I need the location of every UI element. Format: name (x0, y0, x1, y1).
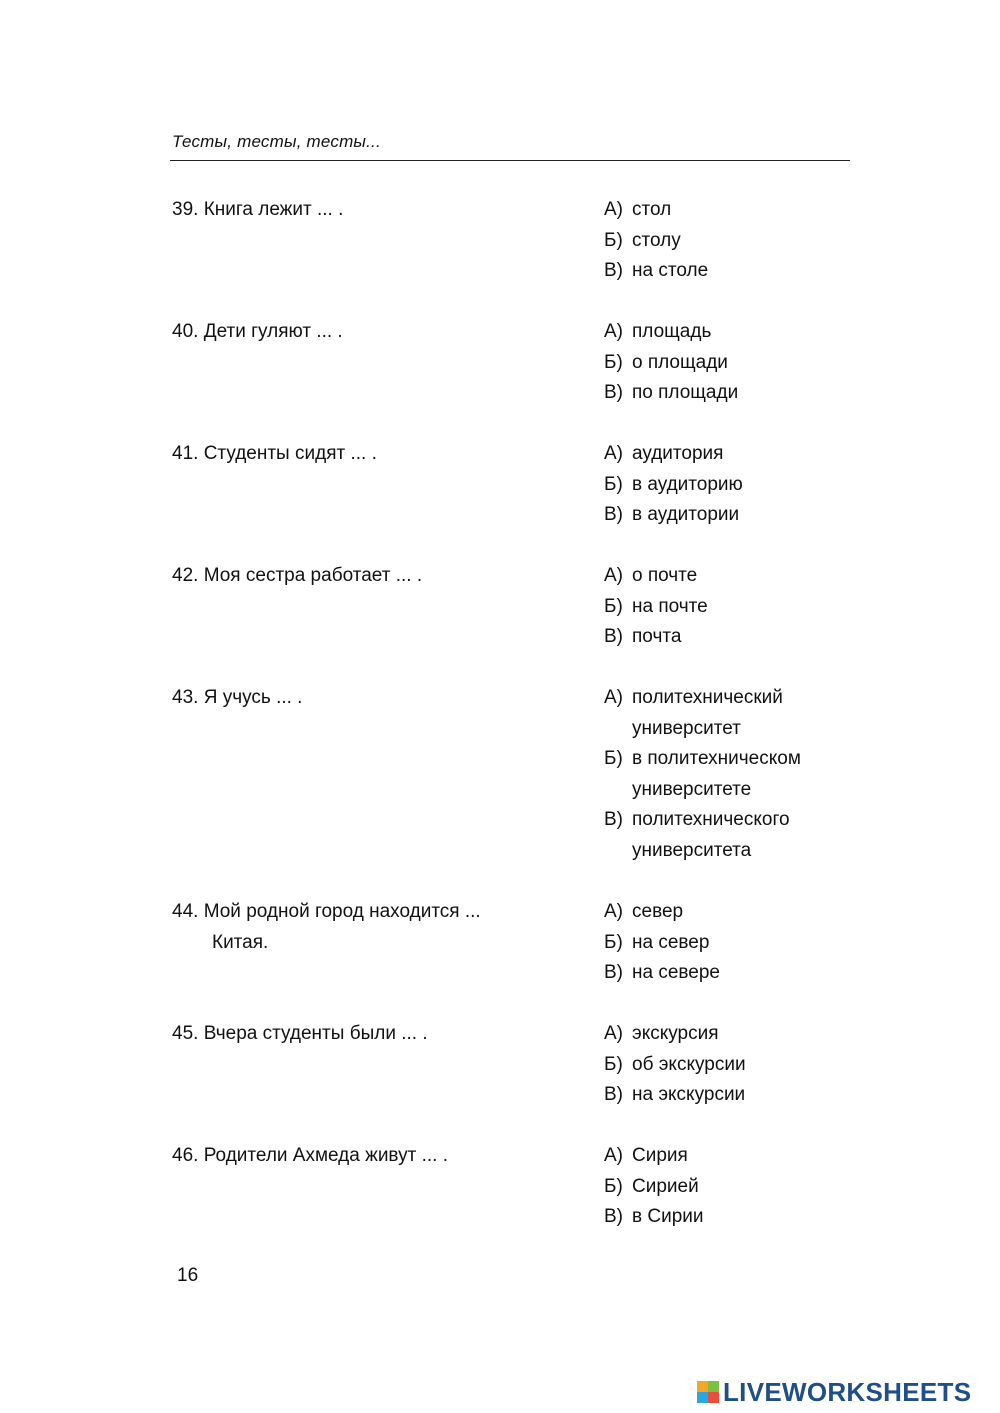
option-text: в аудиторию (632, 473, 743, 495)
answer-option[interactable] (604, 500, 904, 531)
header-divider (170, 160, 850, 161)
option-text: стол (632, 199, 672, 220)
option-letter: А) (604, 687, 623, 708)
answer-option[interactable] (604, 1019, 904, 1050)
option-text: север (632, 901, 684, 922)
question-prompt: Я учусь ... . (203, 687, 303, 708)
option-text: в политехническом (632, 748, 801, 769)
answer-options (604, 195, 904, 287)
option-letter: В) (604, 382, 623, 403)
answer-options (604, 683, 904, 866)
option-text: на экскурсии (632, 1084, 746, 1105)
answer-option[interactable] (604, 1141, 904, 1172)
answer-option[interactable] (604, 805, 904, 866)
option-text: политехнического (632, 809, 790, 830)
option-text: университет (632, 717, 741, 739)
question-prompt: Вчера студенты были ... . (203, 1023, 428, 1044)
question-text (172, 897, 572, 958)
question-prompt-continuation: Китая. (212, 931, 269, 953)
page-number: 16 (177, 1265, 199, 1286)
watermark-text: LIVEWORKSHEETS (723, 1376, 972, 1407)
option-letter: В) (604, 1084, 623, 1105)
option-text: на почте (632, 595, 708, 617)
option-text: экскурсия (632, 1023, 719, 1044)
question-prompt: Моя сестра работает ... . (203, 565, 423, 586)
option-letter: А) (604, 1023, 623, 1044)
liveworksheets-watermark (697, 1378, 971, 1406)
answer-options (604, 1019, 904, 1111)
question-text (172, 1141, 572, 1172)
question-number: 46. (172, 1145, 199, 1166)
option-letter: Б) (604, 595, 623, 617)
option-text: университета (632, 839, 752, 861)
answer-option[interactable] (604, 1050, 904, 1081)
option-text: площадь (632, 321, 712, 342)
answer-option[interactable] (604, 1172, 904, 1203)
option-text: о площади (632, 351, 728, 373)
option-letter: А) (604, 565, 623, 586)
answer-option[interactable] (604, 622, 904, 653)
option-letter: А) (604, 321, 623, 342)
answer-option[interactable] (604, 1202, 904, 1233)
question-prompt: Книга лежит ... . (203, 199, 344, 220)
answer-option[interactable] (604, 561, 904, 592)
question-prompt: Мой родной город находится ... (203, 901, 481, 922)
question-text (172, 317, 572, 348)
option-letter: А) (604, 199, 623, 220)
question-number: 40. (172, 321, 199, 342)
answer-options (604, 897, 904, 989)
answer-option[interactable] (604, 1080, 904, 1111)
question-prompt: Студенты сидят ... . (203, 443, 377, 464)
option-letter: Б) (604, 1175, 623, 1197)
option-text: аудитория (632, 443, 724, 464)
option-text: политехнический (632, 687, 783, 708)
question-text (172, 561, 572, 592)
question-number: 41. (172, 443, 199, 464)
answer-option[interactable] (604, 744, 904, 805)
question-text (172, 439, 572, 470)
option-letter: Б) (604, 1053, 623, 1075)
option-text: на севере (632, 962, 720, 983)
option-text: об экскурсии (632, 1053, 746, 1075)
option-letter: А) (604, 1145, 623, 1166)
option-letter: В) (604, 260, 623, 281)
option-letter: Б) (604, 931, 623, 953)
answer-option[interactable] (604, 592, 904, 623)
question-prompt: Родители Ахмеда живут ... . (203, 1145, 448, 1166)
option-letter: А) (604, 901, 623, 922)
question-prompt: Дети гуляют ... . (203, 321, 343, 342)
question-number: 43. (172, 687, 199, 708)
option-text: о почте (632, 565, 698, 586)
question-number: 44. (172, 901, 199, 922)
option-letter: Б) (604, 473, 623, 495)
question-number: 42. (172, 565, 199, 586)
answer-option[interactable] (604, 439, 904, 470)
question-text (172, 195, 572, 226)
option-text: на север (632, 931, 710, 953)
answer-option[interactable] (604, 928, 904, 959)
question-number: 39. (172, 199, 199, 220)
page-header-title: Тесты, тесты, тесты... (172, 132, 381, 151)
question-text (172, 683, 572, 714)
option-text: университете (632, 778, 752, 800)
answer-option[interactable] (604, 348, 904, 379)
option-letter: Б) (604, 351, 623, 373)
option-letter: Б) (604, 748, 623, 769)
option-text: Сирия (632, 1145, 688, 1166)
option-letter: В) (604, 962, 623, 983)
answer-option[interactable] (604, 683, 904, 744)
answer-option[interactable] (604, 226, 904, 257)
answer-option[interactable] (604, 378, 904, 409)
answer-options (604, 561, 904, 653)
question-number: 45. (172, 1023, 199, 1044)
option-text: в Сирии (632, 1206, 704, 1227)
option-letter: В) (604, 626, 623, 647)
option-letter: Б) (604, 229, 623, 251)
question-text (172, 1019, 572, 1050)
answer-options (604, 1141, 904, 1233)
option-letter: В) (604, 1206, 623, 1227)
liveworksheets-logo-icon (697, 1381, 719, 1403)
answer-options (604, 439, 904, 531)
answer-option[interactable] (604, 470, 904, 501)
option-letter: А) (604, 443, 623, 464)
answer-option[interactable] (604, 195, 904, 226)
answer-options (604, 317, 904, 409)
option-text: на столе (632, 260, 709, 281)
answer-option[interactable] (604, 897, 904, 928)
answer-option[interactable] (604, 256, 904, 287)
option-text: по площади (632, 382, 739, 403)
option-text: в аудитории (632, 504, 740, 525)
option-text: Сирией (632, 1175, 699, 1197)
option-text: столу (632, 229, 681, 251)
option-letter: В) (604, 504, 623, 525)
answer-option[interactable] (604, 317, 904, 348)
option-letter: В) (604, 809, 623, 830)
answer-option[interactable] (604, 958, 904, 989)
option-text: почта (632, 626, 682, 647)
